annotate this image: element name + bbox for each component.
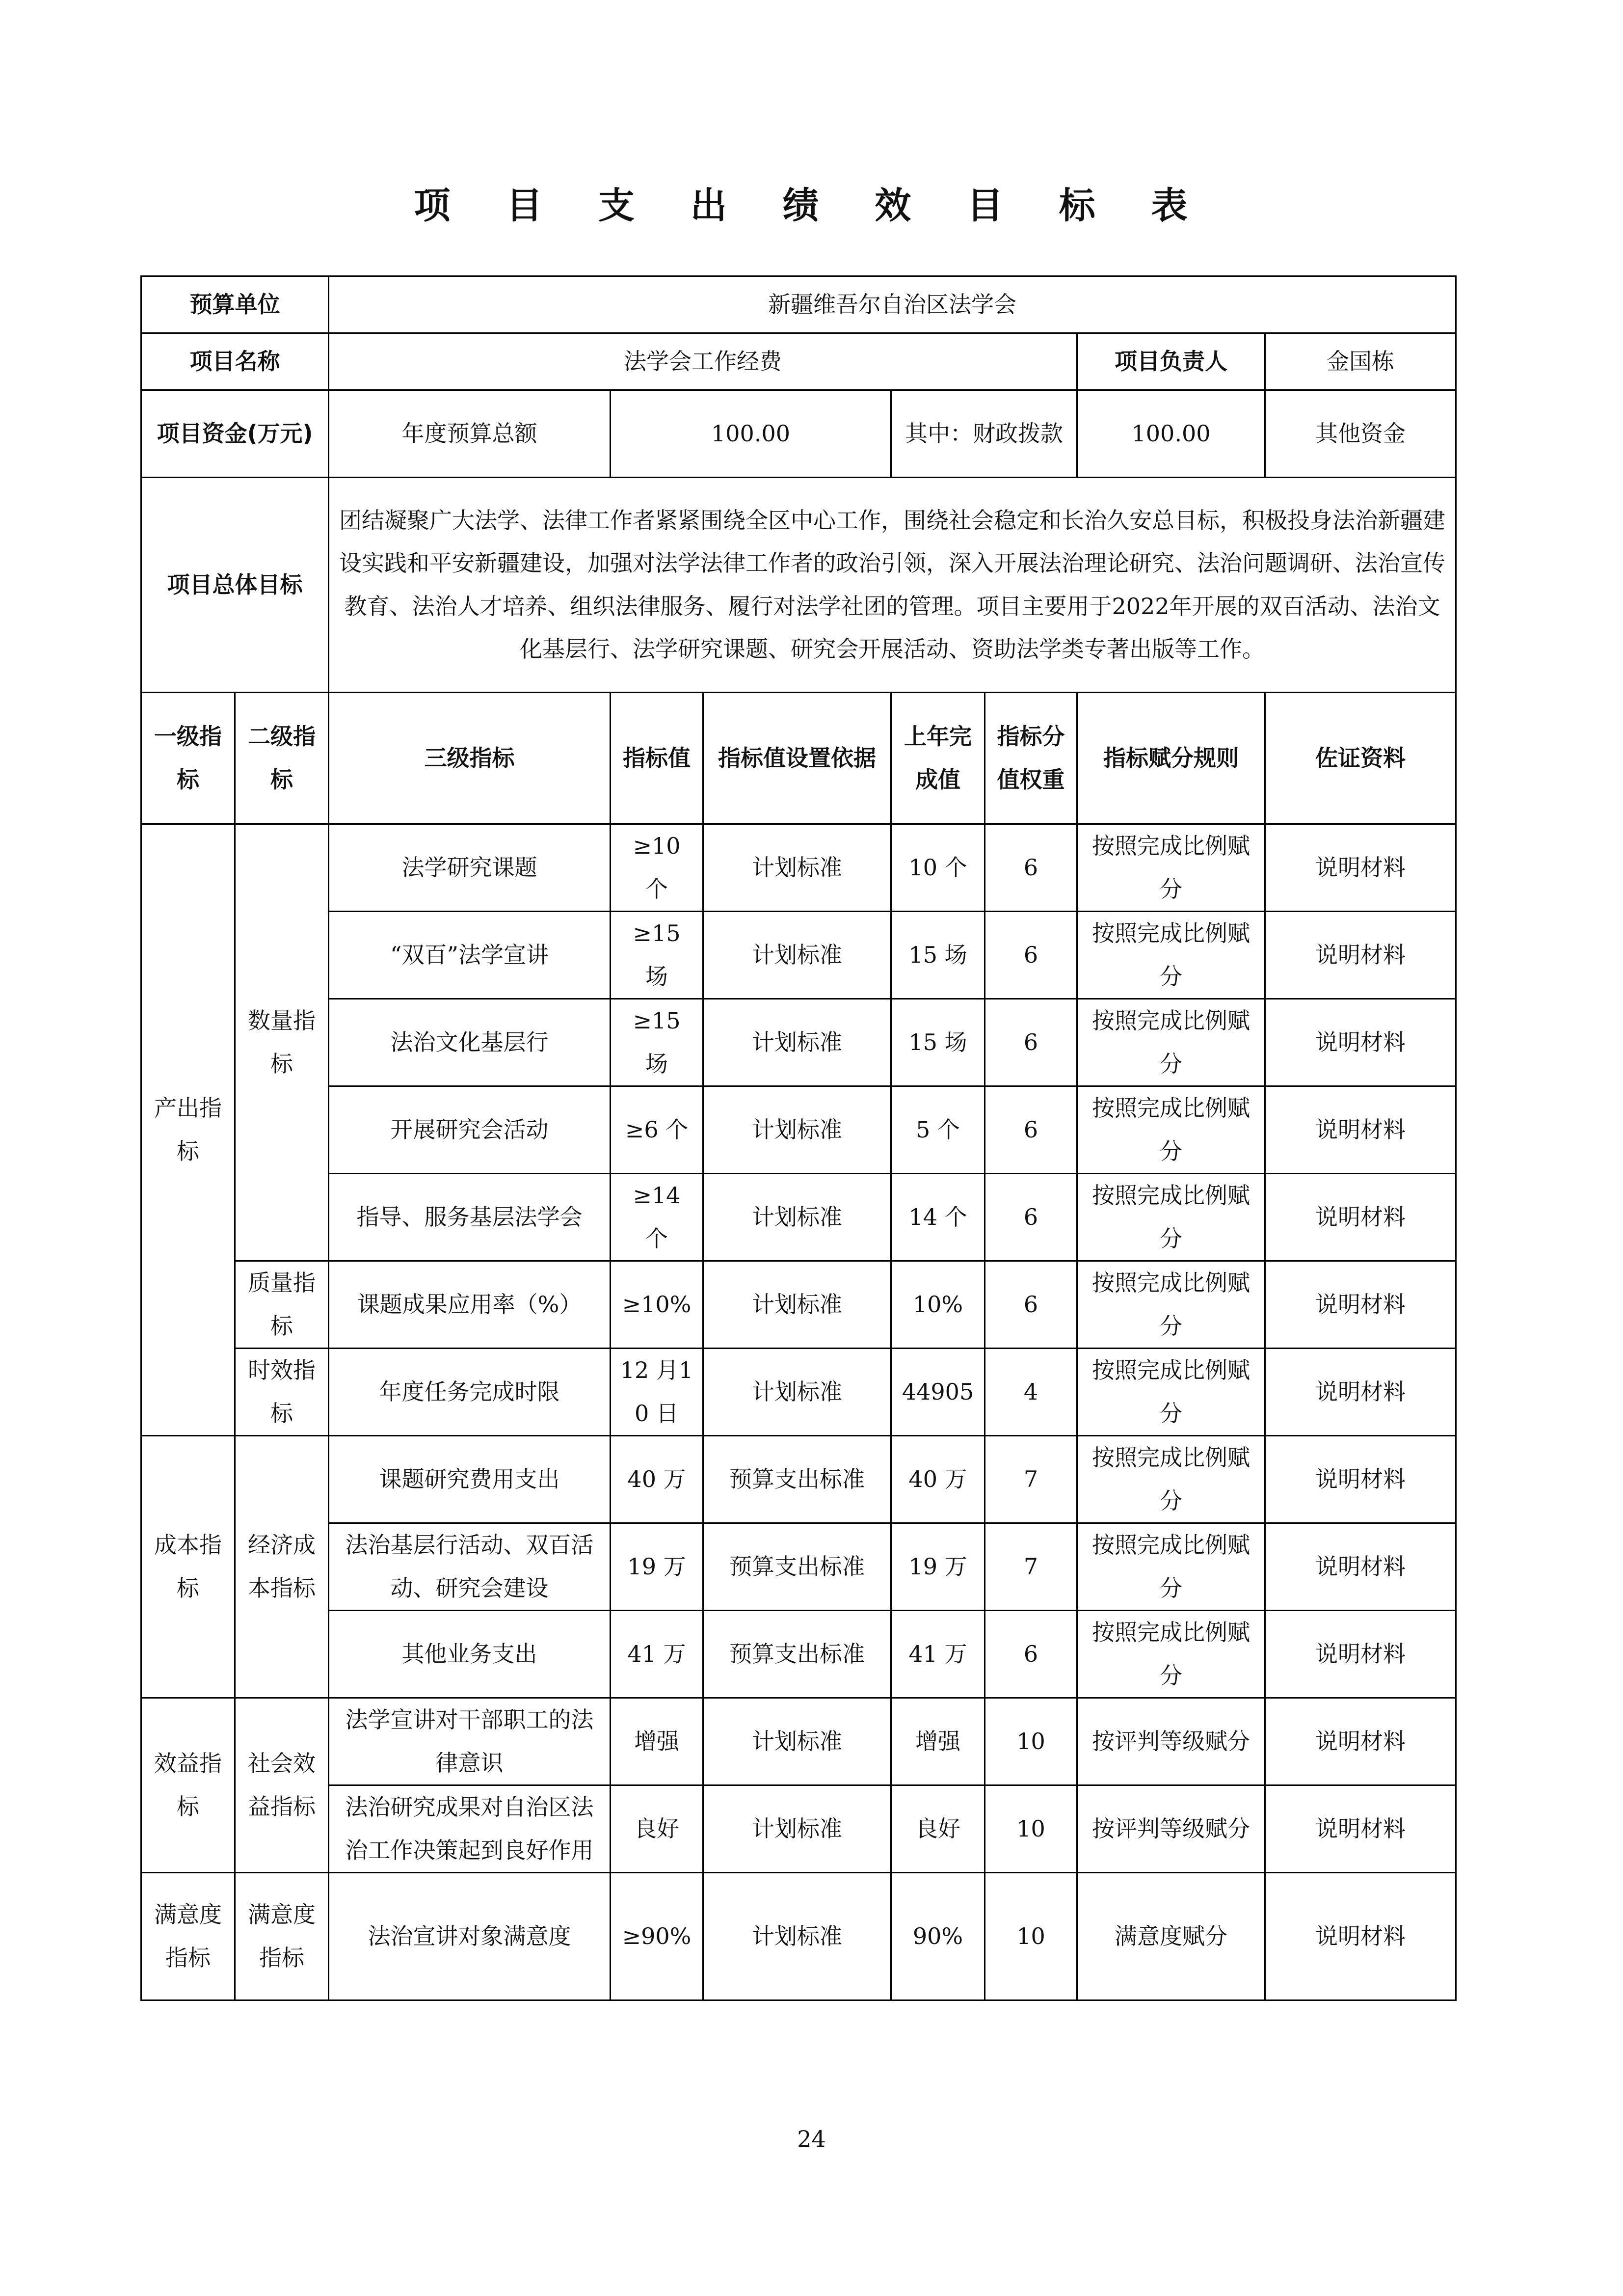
indicator-rule: 按评判等级赋分 (1077, 1785, 1265, 1873)
indicator-last-year: 5 个 (891, 1086, 985, 1174)
header-last-year: 上年完成值 (891, 693, 985, 824)
indicator-name: 指导、服务基层法学会 (329, 1174, 611, 1261)
indicator-value: 12 月10 日 (611, 1349, 703, 1436)
indicator-weight: 10 (985, 1873, 1077, 2000)
indicator-proof: 说明材料 (1265, 824, 1456, 912)
name-label: 项目名称 (141, 333, 329, 390)
goal-label: 项目总体目标 (141, 478, 329, 693)
indicator-last-year: 增强 (891, 1698, 985, 1785)
indicator-value: 19 万 (611, 1523, 703, 1611)
indicator-name: 年度任务完成时限 (329, 1349, 611, 1436)
table-row (141, 1349, 1456, 1436)
indicator-rule: 按照完成比例赋分 (1077, 824, 1265, 912)
table-row (141, 1611, 1456, 1698)
indicator-name: 法治基层行活动、双百活动、研究会建设 (329, 1523, 611, 1611)
annual-label: 年度预算总额 (329, 390, 611, 478)
indicator-name: “双百”法学宣讲 (329, 912, 611, 999)
indicator-proof: 说明材料 (1265, 1873, 1456, 2000)
indicator-value: 40 万 (611, 1436, 703, 1523)
indicator-proof: 说明材料 (1265, 1261, 1456, 1349)
indicator-weight: 6 (985, 1174, 1077, 1261)
header-value: 指标值 (611, 693, 703, 824)
group-economic: 经济成本指标 (235, 1436, 329, 1698)
indicator-basis: 预算支出标准 (703, 1523, 891, 1611)
indicator-basis: 计划标准 (703, 999, 891, 1086)
table-row (141, 1261, 1456, 1349)
leader-value: 金国栋 (1265, 333, 1456, 390)
goal-text: 团结凝聚广大法学、法律工作者紧紧围绕全区中心工作，围绕社会稳定和长治久安总目标，积极投身法治新疆建设实践和平安新疆建设，加强对法学法律工作者的政治引领，深入开展法治理论研究、法治问题调研、法治宣传教育、法治人才培养、组织法律服务、履行对法学社团的管理。项目主要用于2022年开展的双百活动、法治文化基层行、法学研究课题、研究会开展活动、资助法学类专著出版等工作。 (329, 478, 1456, 693)
header-basis: 指标值设置依据 (703, 693, 891, 824)
table-row (141, 1174, 1456, 1261)
indicator-weight: 6 (985, 1611, 1077, 1698)
table-row (141, 1436, 1456, 1523)
indicator-name: 法学研究课题 (329, 824, 611, 912)
header-level3: 三级指标 (329, 693, 611, 824)
fund-label: 项目资金(万元) (141, 390, 329, 478)
indicator-rule: 按照完成比例赋分 (1077, 999, 1265, 1086)
indicator-name: 其他业务支出 (329, 1611, 611, 1698)
indicator-proof: 说明材料 (1265, 1349, 1456, 1436)
unit-label: 预算单位 (141, 276, 329, 333)
table-row (141, 912, 1456, 999)
indicator-proof: 说明材料 (1265, 1436, 1456, 1523)
indicator-proof: 说明材料 (1265, 1086, 1456, 1174)
indicator-rule: 满意度赋分 (1077, 1873, 1265, 2000)
indicator-basis: 预算支出标准 (703, 1436, 891, 1523)
group-timeliness: 时效指标 (235, 1349, 329, 1436)
indicator-basis: 计划标准 (703, 824, 891, 912)
header-level1: 一级指标 (141, 693, 235, 824)
indicator-rule: 按评判等级赋分 (1077, 1698, 1265, 1785)
group-satisfaction: 满意度指标 (141, 1873, 235, 2000)
page-number: 24 (797, 2126, 826, 2152)
indicator-last-year: 10 个 (891, 824, 985, 912)
indicator-value: ≥15 场 (611, 912, 703, 999)
leader-label: 项目负责人 (1077, 333, 1265, 390)
indicator-last-year: 90% (891, 1873, 985, 2000)
indicator-weight: 7 (985, 1436, 1077, 1523)
indicator-value: ≥90% (611, 1873, 703, 2000)
indicator-last-year: 44905 (891, 1349, 985, 1436)
indicator-rule: 按照完成比例赋分 (1077, 1523, 1265, 1611)
indicator-rule: 按照完成比例赋分 (1077, 1261, 1265, 1349)
indicator-weight: 6 (985, 912, 1077, 999)
indicator-rule: 按照完成比例赋分 (1077, 1349, 1265, 1436)
group-output: 产出指标 (141, 824, 235, 1436)
indicator-name: 开展研究会活动 (329, 1086, 611, 1174)
header-level2: 二级指标 (235, 693, 329, 824)
indicator-basis: 预算支出标准 (703, 1611, 891, 1698)
other-funds-label: 其他资金 (1265, 390, 1456, 478)
indicator-basis: 计划标准 (703, 1261, 891, 1349)
indicator-basis: 计划标准 (703, 1785, 891, 1873)
indicator-weight: 6 (985, 824, 1077, 912)
group-benefit: 效益指标 (141, 1698, 235, 1873)
group-cost: 成本指标 (141, 1436, 235, 1698)
annual-value: 100.00 (611, 390, 891, 478)
fund-row (141, 390, 1456, 478)
indicator-last-year: 10% (891, 1261, 985, 1349)
indicator-basis: 计划标准 (703, 1349, 891, 1436)
name-row (141, 333, 1456, 390)
indicator-weight: 6 (985, 1086, 1077, 1174)
group-quality: 质量指标 (235, 1261, 329, 1349)
indicator-last-year: 良好 (891, 1785, 985, 1873)
fiscal-value: 100.00 (1077, 390, 1265, 478)
table-row (141, 1873, 1456, 2000)
indicator-rule: 按照完成比例赋分 (1077, 1436, 1265, 1523)
indicator-proof: 说明材料 (1265, 999, 1456, 1086)
indicator-name: 法治文化基层行 (329, 999, 611, 1086)
fiscal-label: 其中：财政拨款 (891, 390, 1077, 478)
indicator-last-year: 15 场 (891, 912, 985, 999)
indicator-rule: 按照完成比例赋分 (1077, 1611, 1265, 1698)
indicator-value: ≥10% (611, 1261, 703, 1349)
table-row (141, 1698, 1456, 1785)
unit-row (141, 276, 1456, 333)
performance-table (140, 275, 1457, 2001)
indicator-name: 课题成果应用率（%） (329, 1261, 611, 1349)
indicator-weight: 10 (985, 1785, 1077, 1873)
indicator-last-year: 41 万 (891, 1611, 985, 1698)
indicator-proof: 说明材料 (1265, 1523, 1456, 1611)
group-social: 社会效益指标 (235, 1698, 329, 1873)
indicator-basis: 计划标准 (703, 1086, 891, 1174)
table-row (141, 1523, 1456, 1611)
indicator-value: ≥10 个 (611, 824, 703, 912)
indicator-last-year: 15 场 (891, 999, 985, 1086)
indicator-basis: 计划标准 (703, 912, 891, 999)
name-value: 法学会工作经费 (329, 333, 1077, 390)
goal-row (141, 478, 1456, 693)
indicator-proof: 说明材料 (1265, 1785, 1456, 1873)
indicator-basis: 计划标准 (703, 1174, 891, 1261)
table-row (141, 1785, 1456, 1873)
indicator-value: 增强 (611, 1698, 703, 1785)
group-satisfaction-sub: 满意度指标 (235, 1873, 329, 2000)
header-weight: 指标分值权重 (985, 693, 1077, 824)
indicator-value: 41 万 (611, 1611, 703, 1698)
indicator-proof: 说明材料 (1265, 1611, 1456, 1698)
indicator-rule: 按照完成比例赋分 (1077, 1086, 1265, 1174)
indicator-name: 法治研究成果对自治区法治工作决策起到良好作用 (329, 1785, 611, 1873)
indicator-weight: 7 (985, 1523, 1077, 1611)
indicator-value: ≥15 场 (611, 999, 703, 1086)
page-title: 项 目 支 出 绩 效 目 标 表 (414, 185, 1209, 227)
indicator-name: 课题研究费用支出 (329, 1436, 611, 1523)
indicator-proof: 说明材料 (1265, 1174, 1456, 1261)
indicator-name: 法治宣讲对象满意度 (329, 1873, 611, 2000)
group-quantity: 数量指标 (235, 824, 329, 1261)
indicator-basis: 计划标准 (703, 1698, 891, 1785)
indicator-proof: 说明材料 (1265, 1698, 1456, 1785)
table-row (141, 1086, 1456, 1174)
indicator-weight: 4 (985, 1349, 1077, 1436)
indicator-name: 法学宣讲对干部职工的法律意识 (329, 1698, 611, 1785)
header-row (141, 693, 1456, 824)
indicator-last-year: 40 万 (891, 1436, 985, 1523)
indicator-value: 良好 (611, 1785, 703, 1873)
header-rule: 指标赋分规则 (1077, 693, 1265, 824)
indicator-rule: 按照完成比例赋分 (1077, 1174, 1265, 1261)
table-row (141, 999, 1456, 1086)
indicator-last-year: 14 个 (891, 1174, 985, 1261)
indicator-value: ≥14 个 (611, 1174, 703, 1261)
header-proof: 佐证资料 (1265, 693, 1456, 824)
indicator-proof: 说明材料 (1265, 912, 1456, 999)
unit-value: 新疆维吾尔自治区法学会 (329, 276, 1456, 333)
indicator-last-year: 19 万 (891, 1523, 985, 1611)
indicator-weight: 10 (985, 1698, 1077, 1785)
indicator-value: ≥6 个 (611, 1086, 703, 1174)
table-row (141, 824, 1456, 912)
indicator-weight: 6 (985, 1261, 1077, 1349)
indicator-weight: 6 (985, 999, 1077, 1086)
indicator-rule: 按照完成比例赋分 (1077, 912, 1265, 999)
indicator-basis: 计划标准 (703, 1873, 891, 2000)
